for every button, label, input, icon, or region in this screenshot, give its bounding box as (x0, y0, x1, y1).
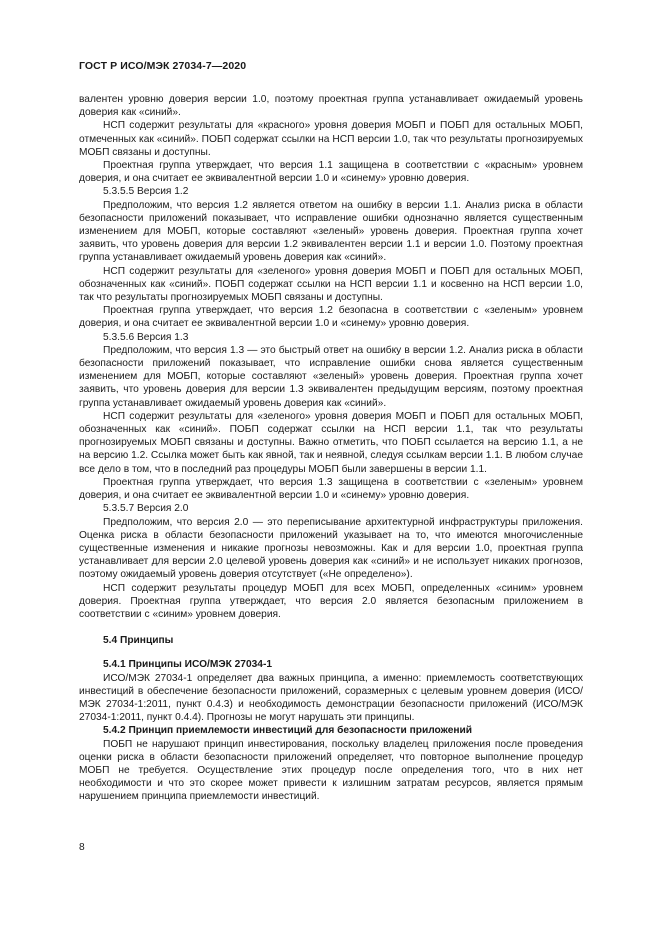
paragraph: НСП содержит результаты для «зеленого» уровня доверия МОБП и ПОБП для остальных МОБП, обозначенных как «синий». ПОБП содержат ссылки на НСП версии 1.1 и косвенно на НСП версии 1.0, так что результаты прогнозируемых МОБП связаны и доступны. (79, 265, 583, 304)
section-heading-5-4: 5.4 Принципы (103, 635, 174, 647)
subsection-heading: 5.3.5.6 Версия 1.3 (103, 331, 189, 343)
paragraph: Проектная группа утверждает, что версия 1.1 защищена в соответствии с «красным» уровнем доверия, и она считает ее эквивалентной версии 1.0 и «синему» уровню доверия. (79, 160, 583, 185)
paragraph: Предположим, что версия 1.3 — это быстрый ответ на ошибку в версии 1.2. Анализ риска в области безопасности приложений показывает, что исправление ошибки снова является существенным изменением для МОБП, которые составляют «зеленый» уровень доверия. Проектная группа хочет заявить, что уровень доверия для версии 1.3 эквивалентен предыдущим версиям, поэтому проектная группа устанавливает ожидаемый уровень доверия как «синий». (79, 344, 583, 409)
page-body (79, 93, 583, 804)
document-header: ГОСТ Р ИСО/МЭК 27034-7—2020 (79, 60, 247, 72)
paragraph: НСП содержит результаты процедур МОБП для всех МОБП, определенных «синим» уровнем доверия. Проектная группа утверждает, что версия 2.0 является безопасным приложением в соответствии с «синим» уровнем доверия. (79, 582, 583, 620)
section-heading-5-4-2: 5.4.2 Принцип приемлемости инвестиций для безопасности приложений (103, 725, 473, 737)
paragraph: Проектная группа утверждает, что версия 1.3 защищена в соответствии с «зеленым» уровнем доверия, и она считает ее эквивалентной версии 1.0 и «синему» уровню доверия. (79, 476, 583, 502)
paragraph: ПОБП не нарушают принцип инвестирования, поскольку владелец приложения после проведения оценки риска в области безопасности приложений определяет, что повторное выполнение процедур МОБП не требуется. Осуществление этих процедур после определения того, что в них нет необходимости и что это скорее может привести к излишним затратам ресурсов, является прямым нарушением принципа приемлемости инвестиций. (79, 738, 583, 803)
paragraph: ИСО/МЭК 27034-1 определяет два важных принципа, а именно: приемлемость соответствующих инвестиций в обеспечение безопасности приложений, соразмерных с целевым уровнем доверия (ИСО/МЭК 27034-1:2011, пункт 0.4.3) и необходимость демонстрации безопасности приложений (ИСО/МЭК 27034-1:2011, пункт 0.4.4). Прогнозы не могут нарушать эти принципы. (79, 672, 583, 724)
paragraph: Проектная группа утверждает, что версия 1.2 безопасна в соответствии с «зеленым» уровнем доверия, и она считает ее эквивалентной версии 1.0 и «синему» уровню доверия. (79, 305, 583, 330)
paragraph: валентен уровню доверия версии 1.0, поэтому проектная группа устанавливает ожидаемый уровень доверия как «синий». (79, 94, 583, 119)
paragraph: Предположим, что версия 1.2 является ответом на ошибку в версии 1.1. Анализ риска в области безопасности приложений показывает, что исправление ошибки однозначно является существенным изменением для МОБП, которые составляют «зеленый» уровень доверия. Проектная группа хочет заявить, что уровень доверия для версии 1.2 эквивалентен версии 1.1 и версии 1.0. Поэтому проектная группа устанавливает ожидаемый уровень доверия как «синий». (79, 199, 583, 264)
paragraph: НСП содержит результаты для «зеленого» уровня доверия МОБП и ПОБП для остальных МОБП, обозначенных как «синий». ПОБП содержат ссылки на НСП версии 1.1, так что результаты прогнозируемых МОБП связаны и доступны. Важно отметить, что ПОБП ссылается на версию 1.1, а не на версию 1.2. Ссылка может быть как явной, так и неявной, следуя ссылкам версии 1.1. В любом случае все дело в том, что в последний раз процедуры МОБП были завершены в версии 1.1. (79, 410, 583, 475)
section-heading-5-4-1: 5.4.1 Принципы ИСО/МЭК 27034-1 (103, 659, 273, 671)
paragraph: Предположим, что версия 2.0 — это переписывание архитектурной инфраструктуры приложения. Оценка риска в области безопасности приложений указывает на то, что имеются многочисленные существенные изменения и никакие прогнозы невозможны. Как и для версии 1.0, проектная группа устанавливает для версии 2.0 целевой уровень доверия как «синий» и не использует никаких прогнозов, поэтому ожидаемый уровень доверия отсутствует («Не определено»). (79, 516, 583, 581)
page-number: 8 (79, 842, 85, 853)
subsection-heading: 5.3.5.5 Версия 1.2 (103, 186, 189, 198)
subsection-heading: 5.3.5.7 Версия 2.0 (103, 503, 189, 515)
paragraph: НСП содержит результаты для «красного» уровня доверия МОБП и ПОБП для остальных МОБП, отмеченных как «синий». ПОБП содержат ссылки на НСП версии 1.0, так что результаты прогнозируемых МОБП связаны и доступны. (79, 120, 583, 158)
